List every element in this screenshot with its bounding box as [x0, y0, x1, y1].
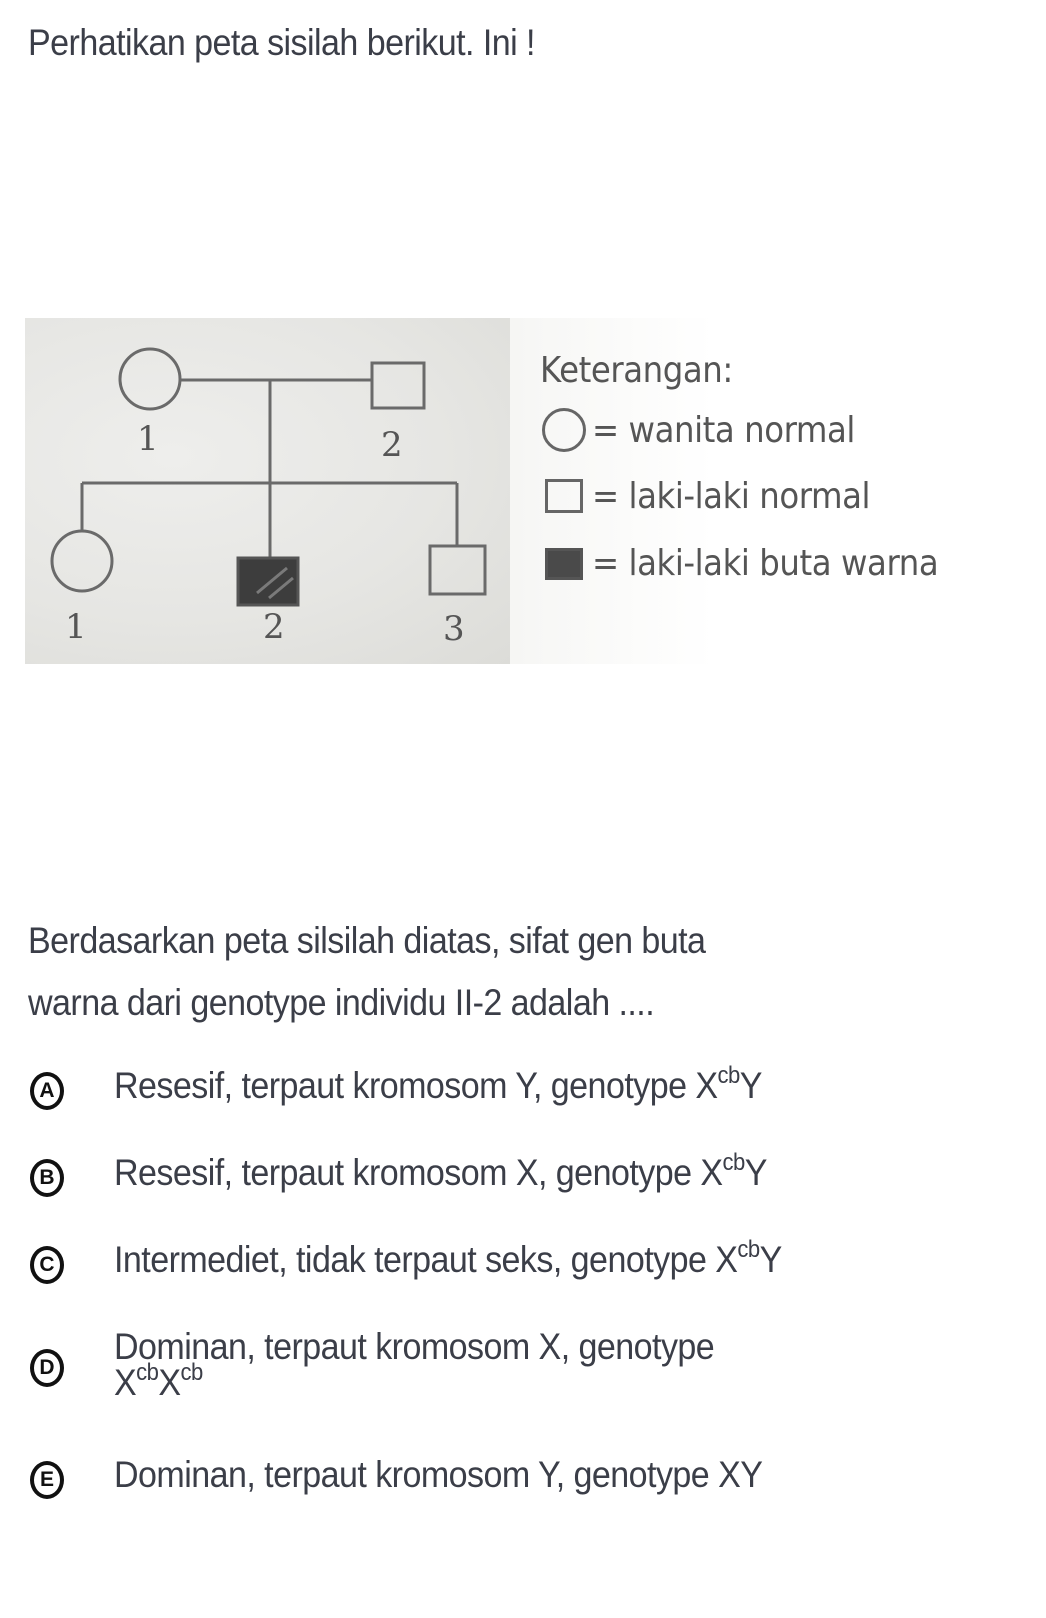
- gen2-label-2: 2: [263, 607, 285, 647]
- gen1-female-1-icon: [120, 349, 180, 409]
- gen2-male-3-icon: [430, 546, 485, 594]
- option-b-text: Resesif, terpaut kromosom X, genotype $X^{cb}Y$: [114, 1149, 767, 1193]
- option-e[interactable]: [30, 1455, 819, 1499]
- filled-square-icon: [540, 541, 592, 585]
- square-icon: [540, 474, 592, 518]
- gen1-male-2-icon: [372, 363, 424, 408]
- option-e-text: Dominan, terpaut kromosom Y, genotype XY: [114, 1454, 763, 1495]
- pedigree-figure: [25, 318, 1020, 666]
- pedigree-diagram: [25, 318, 517, 664]
- option-b-badge[interactable]: B: [30, 1159, 64, 1197]
- gen1-label-2: 2: [381, 425, 403, 465]
- option-d[interactable]: [30, 1326, 766, 1403]
- gen2-female-1-icon: [52, 531, 112, 591]
- circle-icon: [540, 408, 592, 452]
- gen2-label-3: 3: [443, 609, 465, 649]
- option-a-text: Resesif, terpaut kromosom Y, genotype $X^{cb}Y$: [114, 1062, 762, 1106]
- option-c-text: Intermediet, tidak terpaut seks, genotype $X^{cb}Y$: [114, 1236, 782, 1280]
- legend-item-male-normal: = laki-laki normal: [540, 471, 901, 521]
- option-b[interactable]: [30, 1149, 824, 1197]
- option-c-badge[interactable]: C: [30, 1246, 64, 1284]
- legend-item-male-colorblind: = laki-laki buta warna: [540, 538, 977, 588]
- option-d-badge[interactable]: D: [30, 1349, 64, 1387]
- option-d-text: Dominan, terpaut kromosom X, genotype $X^{cb}X^{cb}$: [114, 1326, 715, 1403]
- gen1-label-1: 1: [137, 419, 159, 459]
- intro-text: Perhatikan peta sisilah berikut. Ini !: [28, 22, 535, 63]
- option-a-badge[interactable]: A: [30, 1072, 64, 1110]
- question-text: Berdasarkan peta silsilah diatas, sifat gen buta warna dari genotype individu II-2 adalah ....: [28, 920, 706, 1023]
- legend-title: Keterangan:: [540, 350, 733, 391]
- legend-item-female-normal: = wanita normal: [540, 405, 884, 455]
- option-c[interactable]: [30, 1236, 840, 1284]
- gen2-label-1: 1: [65, 607, 87, 647]
- legend: [510, 318, 1020, 664]
- pedigree-chart: [25, 318, 517, 664]
- option-a[interactable]: [30, 1062, 818, 1110]
- option-e-badge[interactable]: E: [30, 1461, 64, 1499]
